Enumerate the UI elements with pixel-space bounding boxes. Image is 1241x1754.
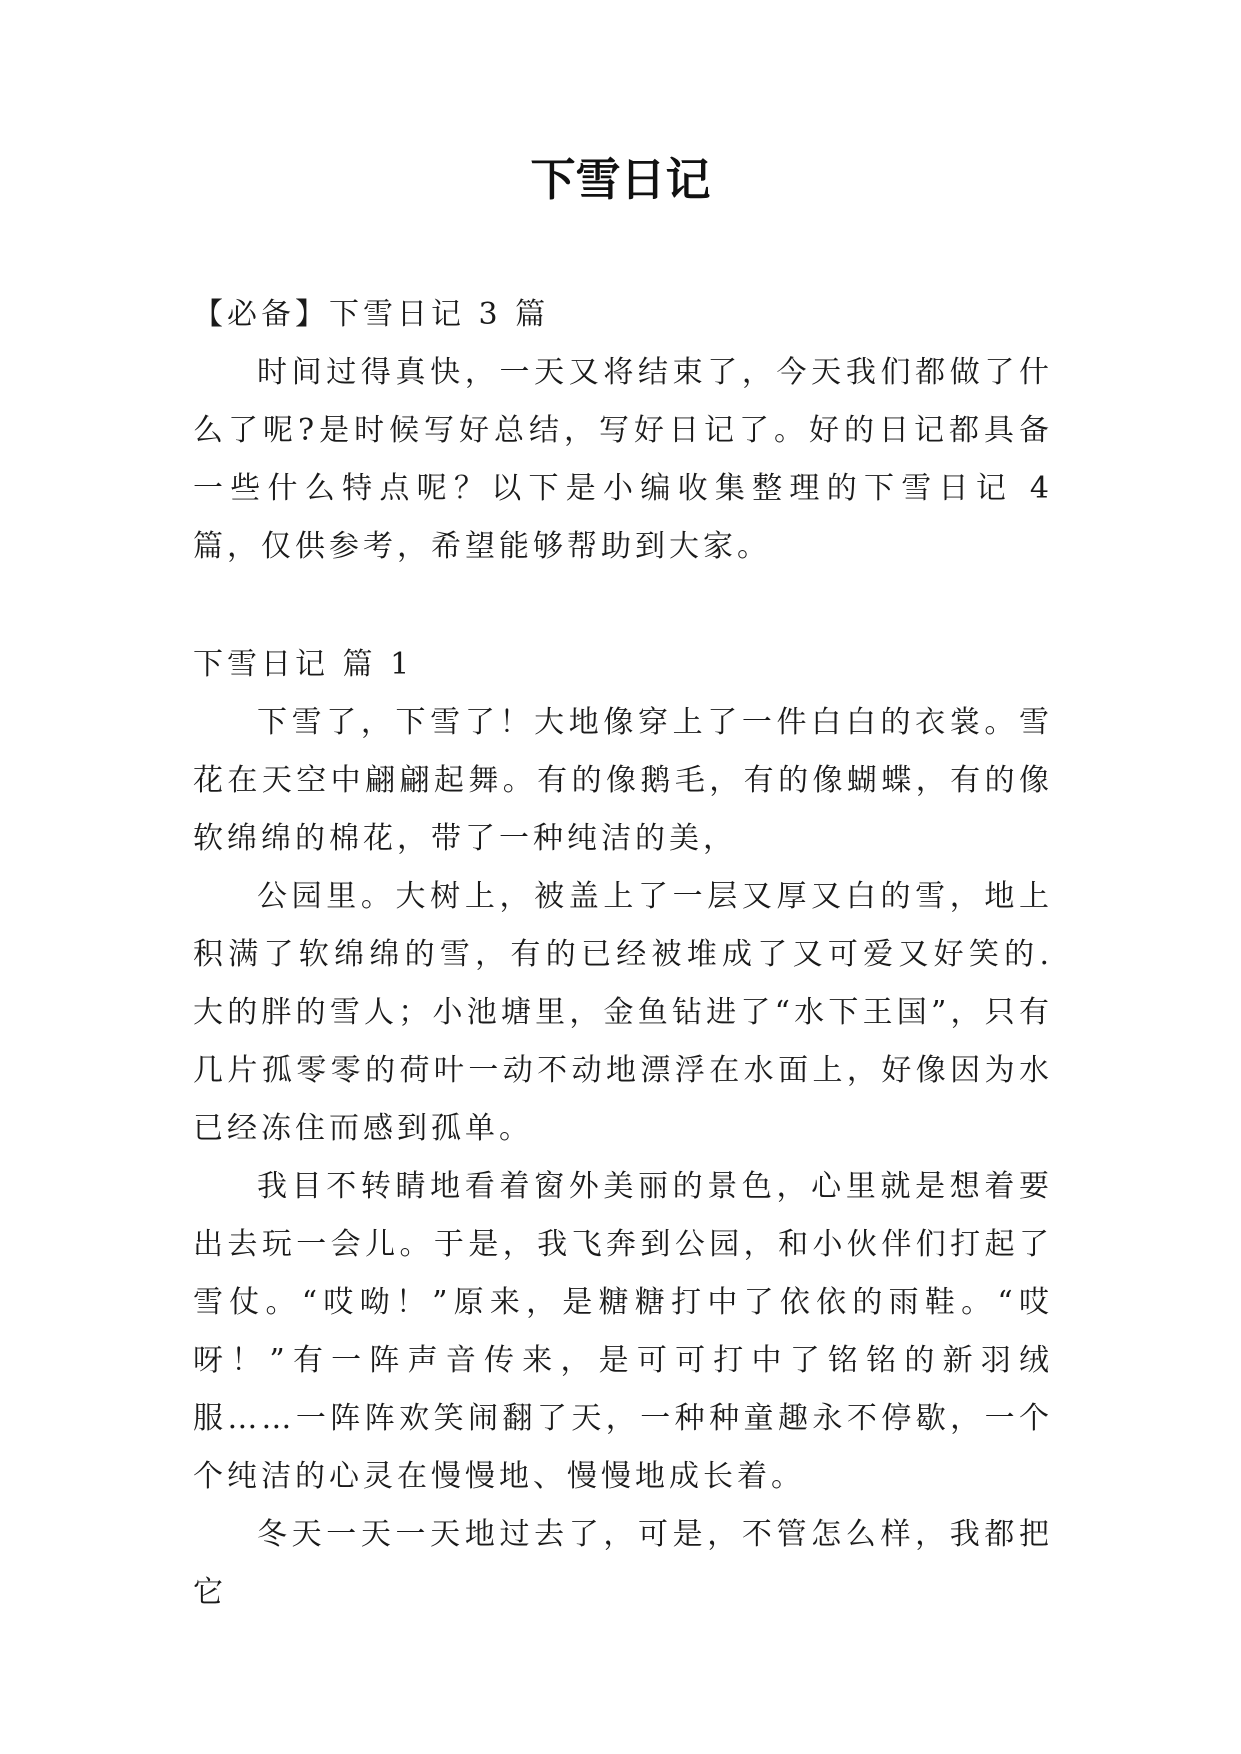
intro-paragraph: 时间过得真快，一天又将结束了，今天我们都做了什么了呢?是时候写好总结，写好日记了。好的日记都具备一些什么特点呢？以下是小编收集整理的下雪日记 4 篇，仅供参考，希望能够帮助到大家。	[193, 355, 1053, 564]
body-paragraph: 公园里。大树上，被盖上了一层又厚又白的雪，地上积满了软绵绵的雪，有的已经被堆成了又可爱又好笑的.大的胖的雪人；小池塘里，金鱼钻进了“水下王国”，只有几片孤零零的荷叶一动不动地漂浮在水面上，好像因为水已经冻住而感到孤单。	[193, 879, 1053, 1146]
intro-heading: 【必备】下雪日记 3 篇	[193, 297, 550, 332]
body-paragraph: 我目不转睛地看着窗外美丽的景色，心里就是想着要出去玩一会儿。于是，我飞奔到公园，和小伙伴们打起了雪仗。“哎呦！”原来，是糖糖打中了依依的雨鞋。“哎呀！”有一阵声音传来，是可可打中了铭铭的新羽绒服……一阵阵欢笑闹翻了天，一种种童趣永不停歇，一个个纯洁的心灵在慢慢地、慢慢地成长着。	[193, 1169, 1053, 1494]
section-spacer	[193, 576, 1053, 636]
body-paragraph: 冬天一天一天地过去了，可是，不管怎么样，我都把它	[193, 1517, 1053, 1610]
document-body	[193, 286, 1053, 1622]
section-heading: 下雪日记 篇 1	[193, 647, 414, 682]
page-title: 下雪日记	[530, 153, 711, 206]
body-paragraph: 下雪了，下雪了！大地像穿上了一件白白的衣裳。雪花在天空中翩翩起舞。有的像鹅毛，有的像蝴蝶，有的像软绵绵的棉花，带了一种纯洁的美，	[193, 705, 1053, 856]
